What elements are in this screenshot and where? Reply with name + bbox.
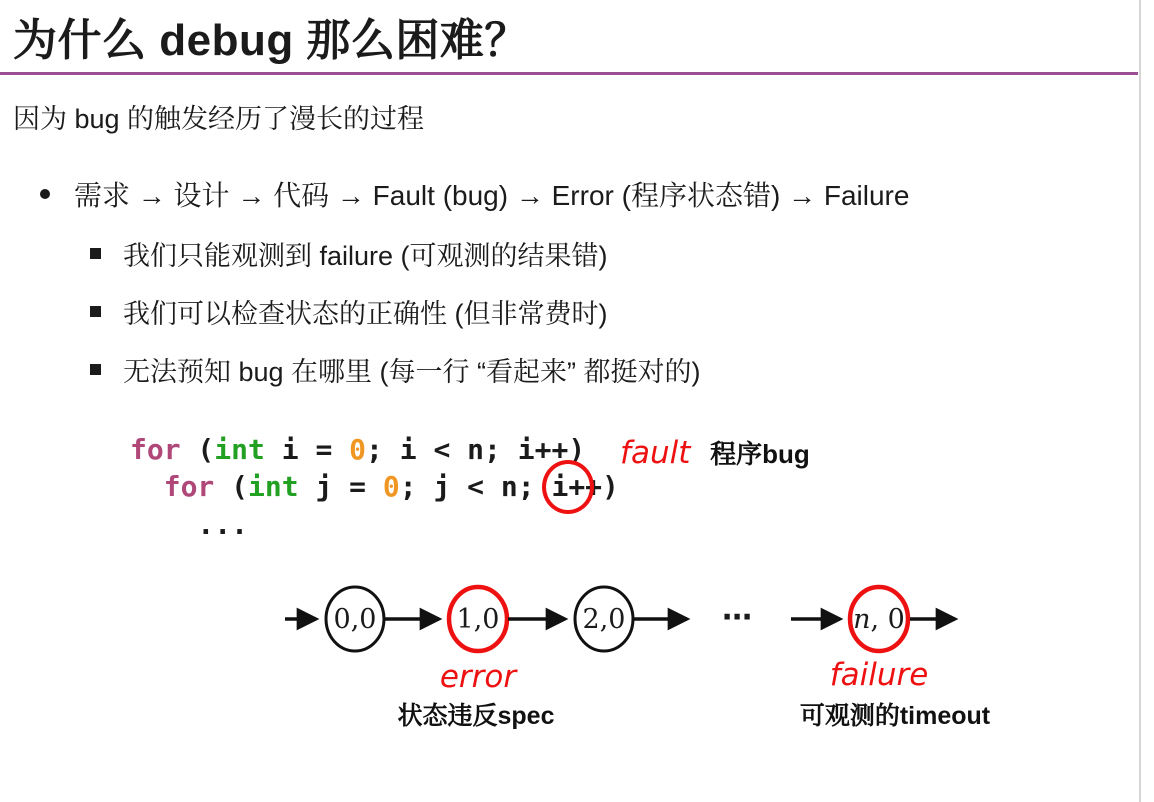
slide-right-border xyxy=(1139,0,1141,802)
fault-note: 程序bug xyxy=(710,439,810,469)
process-bullet xyxy=(40,174,909,214)
process-flow-text: 需求 → 设计 → 代码 → Fault (bug) → Error (程序状态错) → Failure xyxy=(74,180,910,211)
code-line-text xyxy=(130,470,619,503)
code-token: 0 xyxy=(382,470,400,503)
fault-annotation xyxy=(620,434,810,473)
square-bullet-icon xyxy=(90,248,101,259)
code-token: ... xyxy=(130,508,249,541)
code-token: for xyxy=(130,433,181,466)
node-label: n, 0 xyxy=(853,604,905,635)
code-line-text xyxy=(130,433,585,466)
ellipsis-dots: ⋯ xyxy=(722,600,752,635)
node-label: 1,0 xyxy=(456,604,500,635)
code-token: ( xyxy=(214,470,249,503)
sub-bullet-text: 我们可以检查状态的正确性 (但非常费时) xyxy=(123,299,608,329)
code-token: ( xyxy=(180,433,215,466)
sub-bullet-observe-failure xyxy=(90,234,608,273)
page-title: 为什么 debug 那么困难？ xyxy=(13,16,529,65)
code-line-text xyxy=(130,508,248,541)
bullet-dot-icon xyxy=(40,189,50,199)
code-token: int xyxy=(214,433,265,466)
code-token: ; i < n; i++) xyxy=(366,433,586,466)
error-label: error xyxy=(439,659,517,695)
code-token: j = xyxy=(298,470,383,503)
sub-bullet-text: 我们只能观测到 failure (可观测的结果错) xyxy=(123,241,608,271)
error-note: 状态违反spec xyxy=(397,702,555,730)
node-label: 2,0 xyxy=(582,604,626,635)
code-token: int xyxy=(248,470,299,503)
code-token: ) xyxy=(602,470,619,503)
title-divider xyxy=(0,72,1138,75)
intro-text: 因为 bug 的触发经历了漫长的过程 xyxy=(13,104,425,134)
square-bullet-icon xyxy=(90,364,101,375)
code-line-1 xyxy=(130,430,810,471)
sub-bullet-text: 无法预知 bug 在哪里 (每一行 “看起来” 都挺对的) xyxy=(123,357,701,387)
code-token: i = xyxy=(264,433,350,466)
code-block xyxy=(130,430,810,544)
node-label: 0,0 xyxy=(333,604,377,635)
sub-bullet-unknown-bug-location xyxy=(90,350,701,389)
square-bullet-icon xyxy=(90,306,101,317)
failure-note: 可观测的timeout xyxy=(799,702,991,730)
code-token: ; j < n; xyxy=(399,470,552,503)
code-token: 0 xyxy=(349,433,367,466)
code-line-3 xyxy=(130,506,810,544)
code-line-2 xyxy=(130,468,810,506)
failure-label: failure xyxy=(829,657,929,693)
sub-bullet-check-state xyxy=(90,292,607,331)
fault-label: fault xyxy=(620,435,691,471)
state-diagram xyxy=(283,583,993,741)
code-token xyxy=(130,468,164,506)
code-token: for xyxy=(163,470,215,503)
code-token: i++ xyxy=(551,468,602,506)
